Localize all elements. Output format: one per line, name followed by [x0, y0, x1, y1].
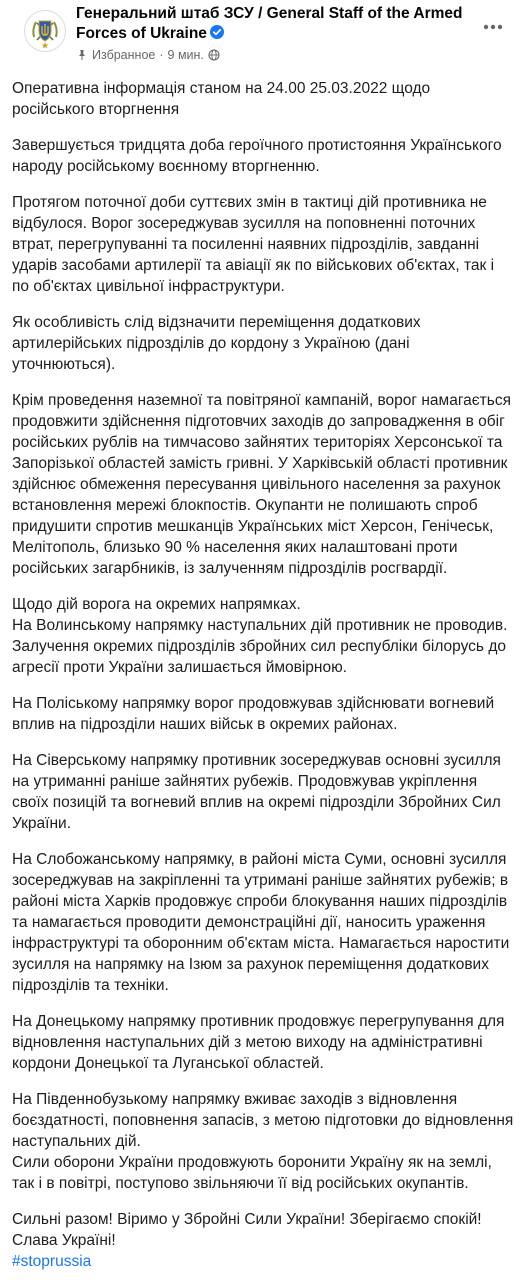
hashtag-link[interactable]: #stoprussia	[12, 1253, 92, 1270]
post-paragraph: На Південнобузькому напрямку вживає заходів з відновлення боєздатності, поповнення запасів, з метою підготовки до відновлення наступальних дій.	[12, 1091, 514, 1150]
post-header	[12, 0, 516, 74]
post-paragraph: На Волинському напрямку наступальних дій противник не проводив. Залучення окремих підрозділів збройних сил республіки білорусь до агресії проти України залишається ймовірною.	[12, 617, 508, 676]
post-paragraph: Щодо дій ворога на окремих напрямках.	[12, 596, 301, 613]
post-paragraph: Крім проведення наземної та повітряної кампаній, ворог намагається продовжити здійснення підготовчих заходів до запровадження в обіг російських рублів на тимчасово зайнятих територіях Херсонської та Запорізької областей замість гривні. У Харківській області противник здійснює обмеження пересування цивільного населення за рахунок встановлення мережі блокпостів. Окупанти не полишають спроб придушити спротив мешканців Українських міст Херсон, Генічеськ, Мелітополь, близько 90 % населення яких налаштовані проти російських загарбників, із залученням підрозділів росгвардії.	[12, 392, 511, 577]
meta-separator: ·	[159, 48, 164, 62]
privacy-label[interactable]: Избранное	[92, 48, 156, 62]
globe-icon	[208, 49, 220, 61]
post-paragraph: Завершується тридцята доба героїчного протистояння Українського народу російському воєнному вторгненню.	[12, 137, 502, 175]
pin-icon	[76, 49, 88, 61]
post-paragraph-closing: Сильні разом! Віримо у Збройні Сили України! Зберігаємо спокій! Слава Україні!	[12, 1211, 482, 1249]
hashtag-line	[12, 1251, 514, 1272]
post-meta	[76, 47, 476, 63]
verified-badge-icon	[210, 25, 224, 39]
author-name-line	[76, 4, 476, 44]
more-options-button[interactable]	[476, 10, 510, 44]
post-paragraph: Протягом поточної доби суттєвих змін в тактиці дій противника не відбулося. Ворог зосереджував зусилля на поповненні поточних втрат, перегрупуванні та посиленні наявних підрозділів, завданні ударів засобами артилерії та авіації як по військових об'єктах, так і по об'єктах цивільної інфраструктури.	[12, 194, 495, 295]
post-paragraph: Як особливість слід відзначити переміщення додаткових артилерійських підрозділів до кордону з Україною (дані уточнюються).	[12, 314, 421, 373]
author-block	[76, 4, 476, 63]
post-paragraph: На Поліському напрямку ворог продовжував здійснювати вогневий вплив на підрозділи наших військ в окремих районах.	[12, 695, 495, 733]
page-avatar[interactable]	[24, 10, 66, 52]
post-text	[12, 78, 514, 1272]
post-time[interactable]: 9 мин.	[167, 48, 204, 62]
coat-of-arms-logo	[25, 11, 65, 51]
more-options-icon	[483, 24, 503, 30]
post-paragraph-headline: Оперативна інформація станом на 24.00 25.03.2022 щодо російського вторгнення	[12, 80, 431, 118]
post-paragraph: На Слобожанському напрямку, в районі міста Суми, основні зусилля зосереджував на закріпленні та утримані раніше зайнятих рубежів; в районі міста Харків продовжує спроби блокування наших підрозділів та намагається проводити демонстраційні дії, наносить ураження інфраструктурі та оборонним об'єктам міста. Намагається наростити зусилля на напрямку на Ізюм за рахунок переміщення додаткових підрозділів та техніки.	[12, 851, 510, 994]
author-name[interactable]: Генеральний штаб ЗСУ / General Staff of the Armed Forces of Ukraine	[76, 5, 463, 42]
post-paragraph: Сили оборони України продовжують боронити Україну як на землі, так і в повітрі, поступово звільняючи її від російських окупантів.	[12, 1154, 492, 1192]
post-paragraph: На Донецькому напрямку противник продовжує перегрупування для відновлення наступальних дій з метою виходу на адміністративні кордони Донецької та Луганської областей.	[12, 1013, 505, 1072]
post-paragraph: На Сіверському напрямку противник зосереджував основні зусилля на утриманні раніше зайнятих рубежів. Продовжував укріплення своїх позицій та вогневий вплив на окремі підрозділи Збройних Сил України.	[12, 752, 501, 832]
